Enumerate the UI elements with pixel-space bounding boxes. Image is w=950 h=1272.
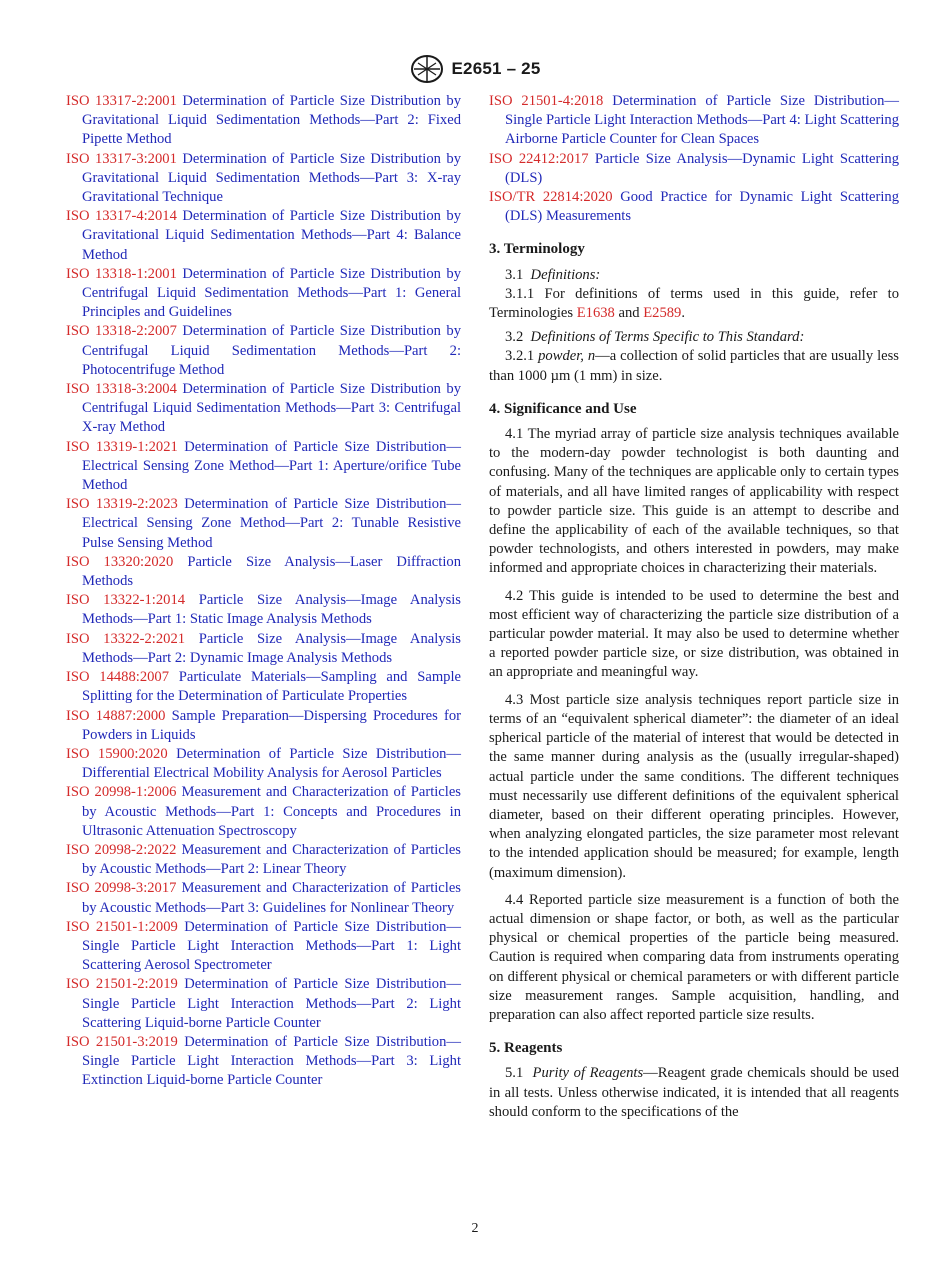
astm-logo-icon [410,54,444,84]
reference-item [66,207,461,265]
reference-link-e1638[interactable]: E1638 [576,305,615,322]
reference-title[interactable]: Determination of Particle Size Distribution by Gravitational Liquid Sedimentation Methods—Part 2: Fixed Pipette Method [82,93,461,148]
reference-title[interactable]: Particle Size Analysis—Image Analysis Methods—Part 1: Static Image Analysis Methods [82,592,461,628]
reference-title[interactable]: Determination of Particle Size Distribution—Single Particle Light Interaction Methods—Part 2: Light Scattering Liquid-borne Particle Counter [82,976,461,1031]
reference-item [66,879,461,917]
paragraph-5-1: 5.1 Purity of Reagents—Reagent grade chemicals should be used in all tests. Unless otherwise indicated, it is intended that all reagents should conform to the specifications of the [489,1065,900,1120]
reference-title[interactable]: Particle Size Analysis—Dynamic Light Scattering (DLS) [505,150,900,186]
reference-code[interactable]: ISO 15900:2020 [66,745,168,762]
page-number: 2 [471,1221,479,1236]
reference-code[interactable]: ISO 13320:2020 [66,553,174,570]
reference-item [66,150,461,208]
reference-title[interactable]: Sample Preparation—Dispersing Procedures for Powders in Liquids [82,707,462,743]
right-column [489,92,899,1127]
reference-title[interactable]: Particle Size Analysis—Image Analysis Methods—Part 2: Dynamic Image Analysis Methods [82,630,461,666]
reference-code[interactable]: ISO 13318-2:2007 [66,323,177,340]
reference-item [489,188,899,226]
reference-code[interactable]: ISO 14887:2000 [66,707,166,724]
reference-title[interactable]: Good Practice for Dynamic Light Scattering (DLS) Measurements [505,189,899,225]
reference-code[interactable]: ISO 20998-3:2017 [66,880,177,897]
reference-code[interactable]: ISO 20998-2:2022 [66,841,177,858]
reference-item [66,438,461,496]
reference-item [489,150,899,188]
paragraph-4-4: 4.4 Reported particle size measurement is a function of both the actual dimension or shape factor, or both, as well as the particular physical or chemical properties of the particle being measured. Caution is required when comparing data from instruments operating on different physical or chemical parameters or with different particle size measurement ranges. Sample acquisition, handling, and preparation can also affect reported particle size results. [489,891,899,1023]
reference-item [66,668,461,706]
paragraph-4-2: 4.2 This guide is intended to be used to determine the best and most efficient way of characterizing the particle size distribution of a particular powder material. It may also be used to determine whether a reported powder particle size, or size distribution, was obtained in an appropriate and meaningful way. [489,587,900,681]
reference-code[interactable]: ISO 21501-1:2009 [66,918,178,935]
reference-title[interactable]: Determination of Particle Size Distribution—Electrical Sensing Zone Method—Part 2: Tunable Resistive Pulse Sensing Method [82,496,461,551]
reference-title[interactable]: Measurement and Characterization of Particles by Acoustic Methods—Part 1: Concepts and Procedures in Ultrasonic Attenuation Spectroscopy [82,784,461,839]
page-header [0,54,950,84]
reference-title[interactable]: Determination of Particle Size Distribution by Centrifugal Liquid Sedimentation Methods—Part 3: Centrifugal X-ray Method [82,381,461,436]
reference-item [66,591,461,629]
reference-item [66,495,461,553]
reference-item [66,1033,461,1091]
reference-item [66,918,461,976]
reference-list [489,92,899,226]
reference-code[interactable]: ISO 13317-3:2001 [66,150,177,167]
reference-item [66,783,461,841]
reference-title[interactable]: Determination of Particle Size Distribution—Differential Electrical Mobility Analysis for Aerosol Particles [82,745,462,782]
reference-code[interactable]: ISO 13319-2:2023 [66,496,178,513]
reference-code[interactable]: ISO 13318-3:2004 [66,381,177,398]
left-column [66,92,461,1091]
reference-item [66,841,461,879]
reference-item [66,92,461,150]
reference-title[interactable]: Determination of Particle Size Distribution by Centrifugal Liquid Sedimentation Methods—Part 1: General Principles and Guidelines [82,265,461,321]
reference-code[interactable]: ISO 22412:2017 [489,150,589,167]
reference-title[interactable]: Determination of Particle Size Distribution by Gravitational Liquid Sedimentation Methods—Part 3: X-ray Gravitational Technique [82,150,461,206]
reference-code[interactable]: ISO 13318-1:2001 [66,265,177,282]
reference-code[interactable]: ISO 13322-1:2014 [66,592,186,609]
reference-code[interactable]: ISO 13319-1:2021 [66,438,178,455]
reference-title[interactable]: Determination of Particle Size Distribution by Centrifugal Liquid Sedimentation Methods—Part 2: Photocentrifuge Method [82,323,461,378]
section-heading-significance: 4. Significance and Use [489,400,637,417]
reference-code[interactable]: ISO 21501-3:2019 [66,1033,178,1050]
reference-code[interactable]: ISO 14488:2007 [66,669,170,686]
reference-code[interactable]: ISO 13317-2:2001 [66,93,177,109]
reference-title[interactable]: Determination of Particle Size Distribution—Electrical Sensing Zone Method—Part 1: Aperture/orifice Tube Method [82,438,461,494]
reference-code[interactable]: ISO 21501-2:2019 [66,976,178,993]
reference-item [66,975,461,1033]
paragraph-3-2-1: 3.2.1 powder, n—a collection of solid particles that are usually less than 1000 µm (1 mm) in size. [489,348,899,384]
reference-title[interactable]: Measurement and Characterization of Particles by Acoustic Methods—Part 2: Linear Theory [82,841,461,878]
reference-code[interactable]: ISO 20998-1:2006 [66,784,177,801]
significance-paragraphs [489,425,899,1025]
reference-title[interactable]: Determination of Particle Size Distribution—Single Particle Light Interaction Methods—Part 1: Light Scattering Aerosol Spectrometer [82,918,461,974]
reference-item [489,92,899,150]
section-heading-reagents: 5. Reagents [489,1040,563,1057]
document-designation: E2651 – 25 [451,59,541,78]
reference-title[interactable]: Measurement and Characterization of Particles by Acoustic Methods—Part 3: Guidelines for Nonlinear Theory [82,880,461,916]
reference-item [66,707,461,745]
reference-item [66,553,461,591]
reference-code[interactable]: ISO/TR 22814:2020 [489,189,613,206]
section-heading-terminology: 3. Terminology [489,241,585,258]
paragraph-3-1: 3.1 Definitions: [505,266,601,283]
reference-code[interactable]: ISO 13322-2:2021 [66,630,186,647]
reference-code[interactable]: ISO 21501-4:2018 [489,93,604,109]
reference-title[interactable]: Particulate Materials—Sampling and Sample Splitting for the Determination of Particulate Properties [82,669,462,705]
reference-item [66,322,461,380]
reference-code[interactable]: ISO 13317-4:2014 [66,208,177,225]
reference-title[interactable]: Determination of Particle Size Distribution by Gravitational Liquid Sedimentation Methods—Part 4: Balance Method [82,208,461,263]
reference-item [66,745,461,783]
reference-title[interactable]: Determination of Particle Size Distribution—Single Particle Light Interaction Methods—Part 3: Light Extinction Liquid-borne Particle Counter [82,1033,461,1089]
paragraph-4-1: 4.1 The myriad array of particle size analysis techniques available to the modern-day powder technologist is both daunting and confusing. Many of the techniques are applicable only to certain types of materials, and all have limited ranges of applicability with respect to powder particle size. This guide is an attempt to describe and define the applicability of each of the available techniques, so that powder technologists, and others interested in powders, may make informed and appropriate choices in characterizing their materials. [489,426,899,577]
reference-link-e2589[interactable]: E2589 [643,305,682,322]
reference-title[interactable]: Determination of Particle Size Distribution—Single Particle Light Interaction Methods—Part 4: Light Scattering Airborne Particle Counter for Clean Spaces [505,93,899,148]
paragraph-3-2: 3.2 Definitions of Terms Specific to This Standard: [505,329,805,346]
paragraph-3-1-1: 3.1.1 For definitions of terms used in this guide, refer to Terminologies E1638 and E2589. [489,285,899,322]
reference-item [66,380,461,438]
reference-item [66,265,461,323]
reference-title[interactable]: Particle Size Analysis—Laser Diffraction Methods [82,553,461,590]
reference-item [66,630,461,668]
paragraph-4-3: 4.3 Most particle size analysis techniques report particle size in terms of an “equivalent spherical diameter”: the diameter of an ideal spherical particle of the material of interest that would be detected in the same manner during analysis as the (usually irregular-shaped) actual particle under the same conditions. The different techniques must necessarily use different definitions of the equivalent spherical diameter, based on their different operating principles. However, when analyzing elongated particles, the size parameter most relevant to the intended application should be measured; for example, length (maximum dimension). [489,691,899,881]
